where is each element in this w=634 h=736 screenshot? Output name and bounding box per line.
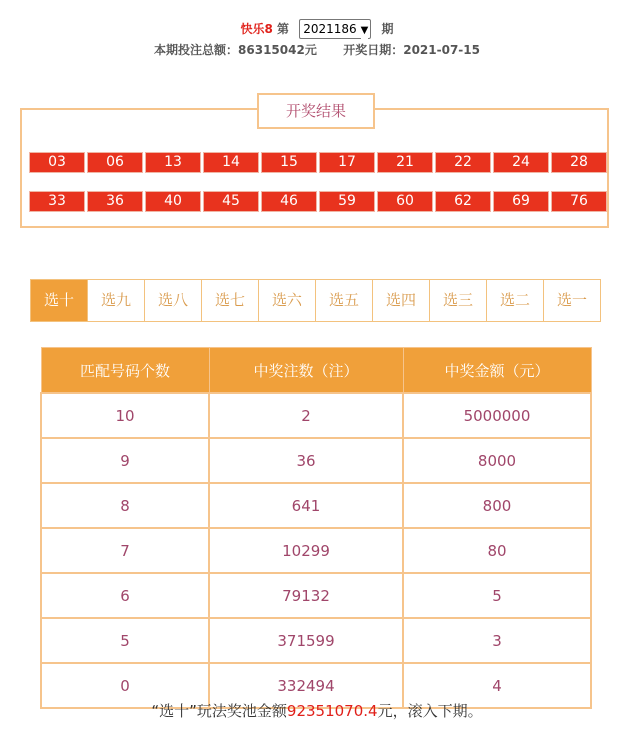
column-header-prize: 中奖金额（元）	[403, 348, 591, 394]
number-ball: 06	[87, 152, 143, 173]
tab-xuan-9[interactable]: 选九	[87, 280, 144, 321]
table-row	[41, 393, 591, 438]
number-ball: 21	[377, 152, 433, 173]
draw-header	[0, 18, 634, 58]
match-count-cell: 8	[41, 483, 209, 528]
match-count-cell: 7	[41, 528, 209, 573]
number-ball: 60	[377, 191, 433, 212]
numbers-row-2	[29, 191, 609, 212]
chevron-down-icon: ▼	[361, 22, 369, 40]
number-ball: 28	[551, 152, 607, 173]
prize-cell: 8000	[403, 438, 591, 483]
date-value: 2021-07-15	[403, 43, 480, 57]
date-label: 开奖日期：	[343, 43, 404, 57]
table-row	[41, 438, 591, 483]
summary-line	[0, 41, 634, 58]
column-header-winners: 中奖注数（注）	[209, 348, 403, 394]
numbers-row-1	[29, 152, 609, 173]
tab-xuan-8[interactable]: 选八	[144, 280, 201, 321]
number-ball: 33	[29, 191, 85, 212]
play-type-tabs	[30, 279, 601, 322]
match-count-cell: 9	[41, 438, 209, 483]
number-ball: 76	[551, 191, 607, 212]
number-ball: 13	[145, 152, 201, 173]
number-ball: 62	[435, 191, 491, 212]
prize-cell: 4	[403, 663, 591, 708]
match-count-cell: 6	[41, 573, 209, 618]
draw-results-panel	[20, 102, 609, 228]
prize-cell: 80	[403, 528, 591, 573]
tab-xuan-1[interactable]: 选一	[543, 280, 600, 321]
jackpot-note	[0, 700, 634, 721]
number-ball: 36	[87, 191, 143, 212]
winners-cell: 2	[209, 393, 403, 438]
jackpot-prefix: “选十”玩法奖池金额	[151, 702, 287, 720]
tab-xuan-5[interactable]: 选五	[315, 280, 372, 321]
jackpot-amount: 92351070.4	[286, 702, 378, 720]
number-ball: 15	[261, 152, 317, 173]
number-ball: 24	[493, 152, 549, 173]
issue-select-value: 2021186	[303, 21, 357, 36]
prize-table	[40, 347, 592, 709]
number-ball: 03	[29, 152, 85, 173]
winners-cell: 36	[209, 438, 403, 483]
winners-cell: 641	[209, 483, 403, 528]
prize-cell: 3	[403, 618, 591, 663]
prize-cell: 800	[403, 483, 591, 528]
match-count-cell: 5	[41, 618, 209, 663]
sales-value: 86315042元	[238, 43, 317, 57]
number-ball: 45	[203, 191, 259, 212]
tab-xuan-6[interactable]: 选六	[258, 280, 315, 321]
prize-cell: 5	[403, 573, 591, 618]
winners-cell: 371599	[209, 618, 403, 663]
number-ball: 46	[261, 191, 317, 212]
number-ball: 14	[203, 152, 259, 173]
tab-xuan-3[interactable]: 选三	[429, 280, 486, 321]
issue-prefix: 第	[276, 22, 289, 36]
match-count-cell: 0	[41, 663, 209, 708]
issue-select[interactable]	[299, 19, 371, 39]
results-title: 开奖结果	[257, 93, 375, 129]
table-row	[41, 618, 591, 663]
winners-cell: 332494	[209, 663, 403, 708]
issue-line	[0, 18, 634, 40]
jackpot-suffix: 元，滚入下期。	[377, 702, 483, 720]
table-header-row	[41, 348, 591, 394]
issue-suffix: 期	[381, 22, 394, 36]
table-row	[41, 528, 591, 573]
tab-xuan-7[interactable]: 选七	[201, 280, 258, 321]
number-ball: 69	[493, 191, 549, 212]
game-name: 快乐8	[240, 22, 273, 36]
prize-cell: 5000000	[403, 393, 591, 438]
match-count-cell: 10	[41, 393, 209, 438]
table-row	[41, 483, 591, 528]
tab-xuan-2[interactable]: 选二	[486, 280, 543, 321]
tab-xuan-4[interactable]: 选四	[372, 280, 429, 321]
number-ball: 22	[435, 152, 491, 173]
number-ball: 17	[319, 152, 375, 173]
column-header-match-count: 匹配号码个数	[41, 348, 209, 394]
number-ball: 40	[145, 191, 201, 212]
winners-cell: 79132	[209, 573, 403, 618]
winners-cell: 10299	[209, 528, 403, 573]
tab-xuan-10[interactable]: 选十	[31, 280, 87, 321]
number-ball: 59	[319, 191, 375, 212]
sales-label: 本期投注总额：	[154, 43, 239, 57]
table-row	[41, 573, 591, 618]
